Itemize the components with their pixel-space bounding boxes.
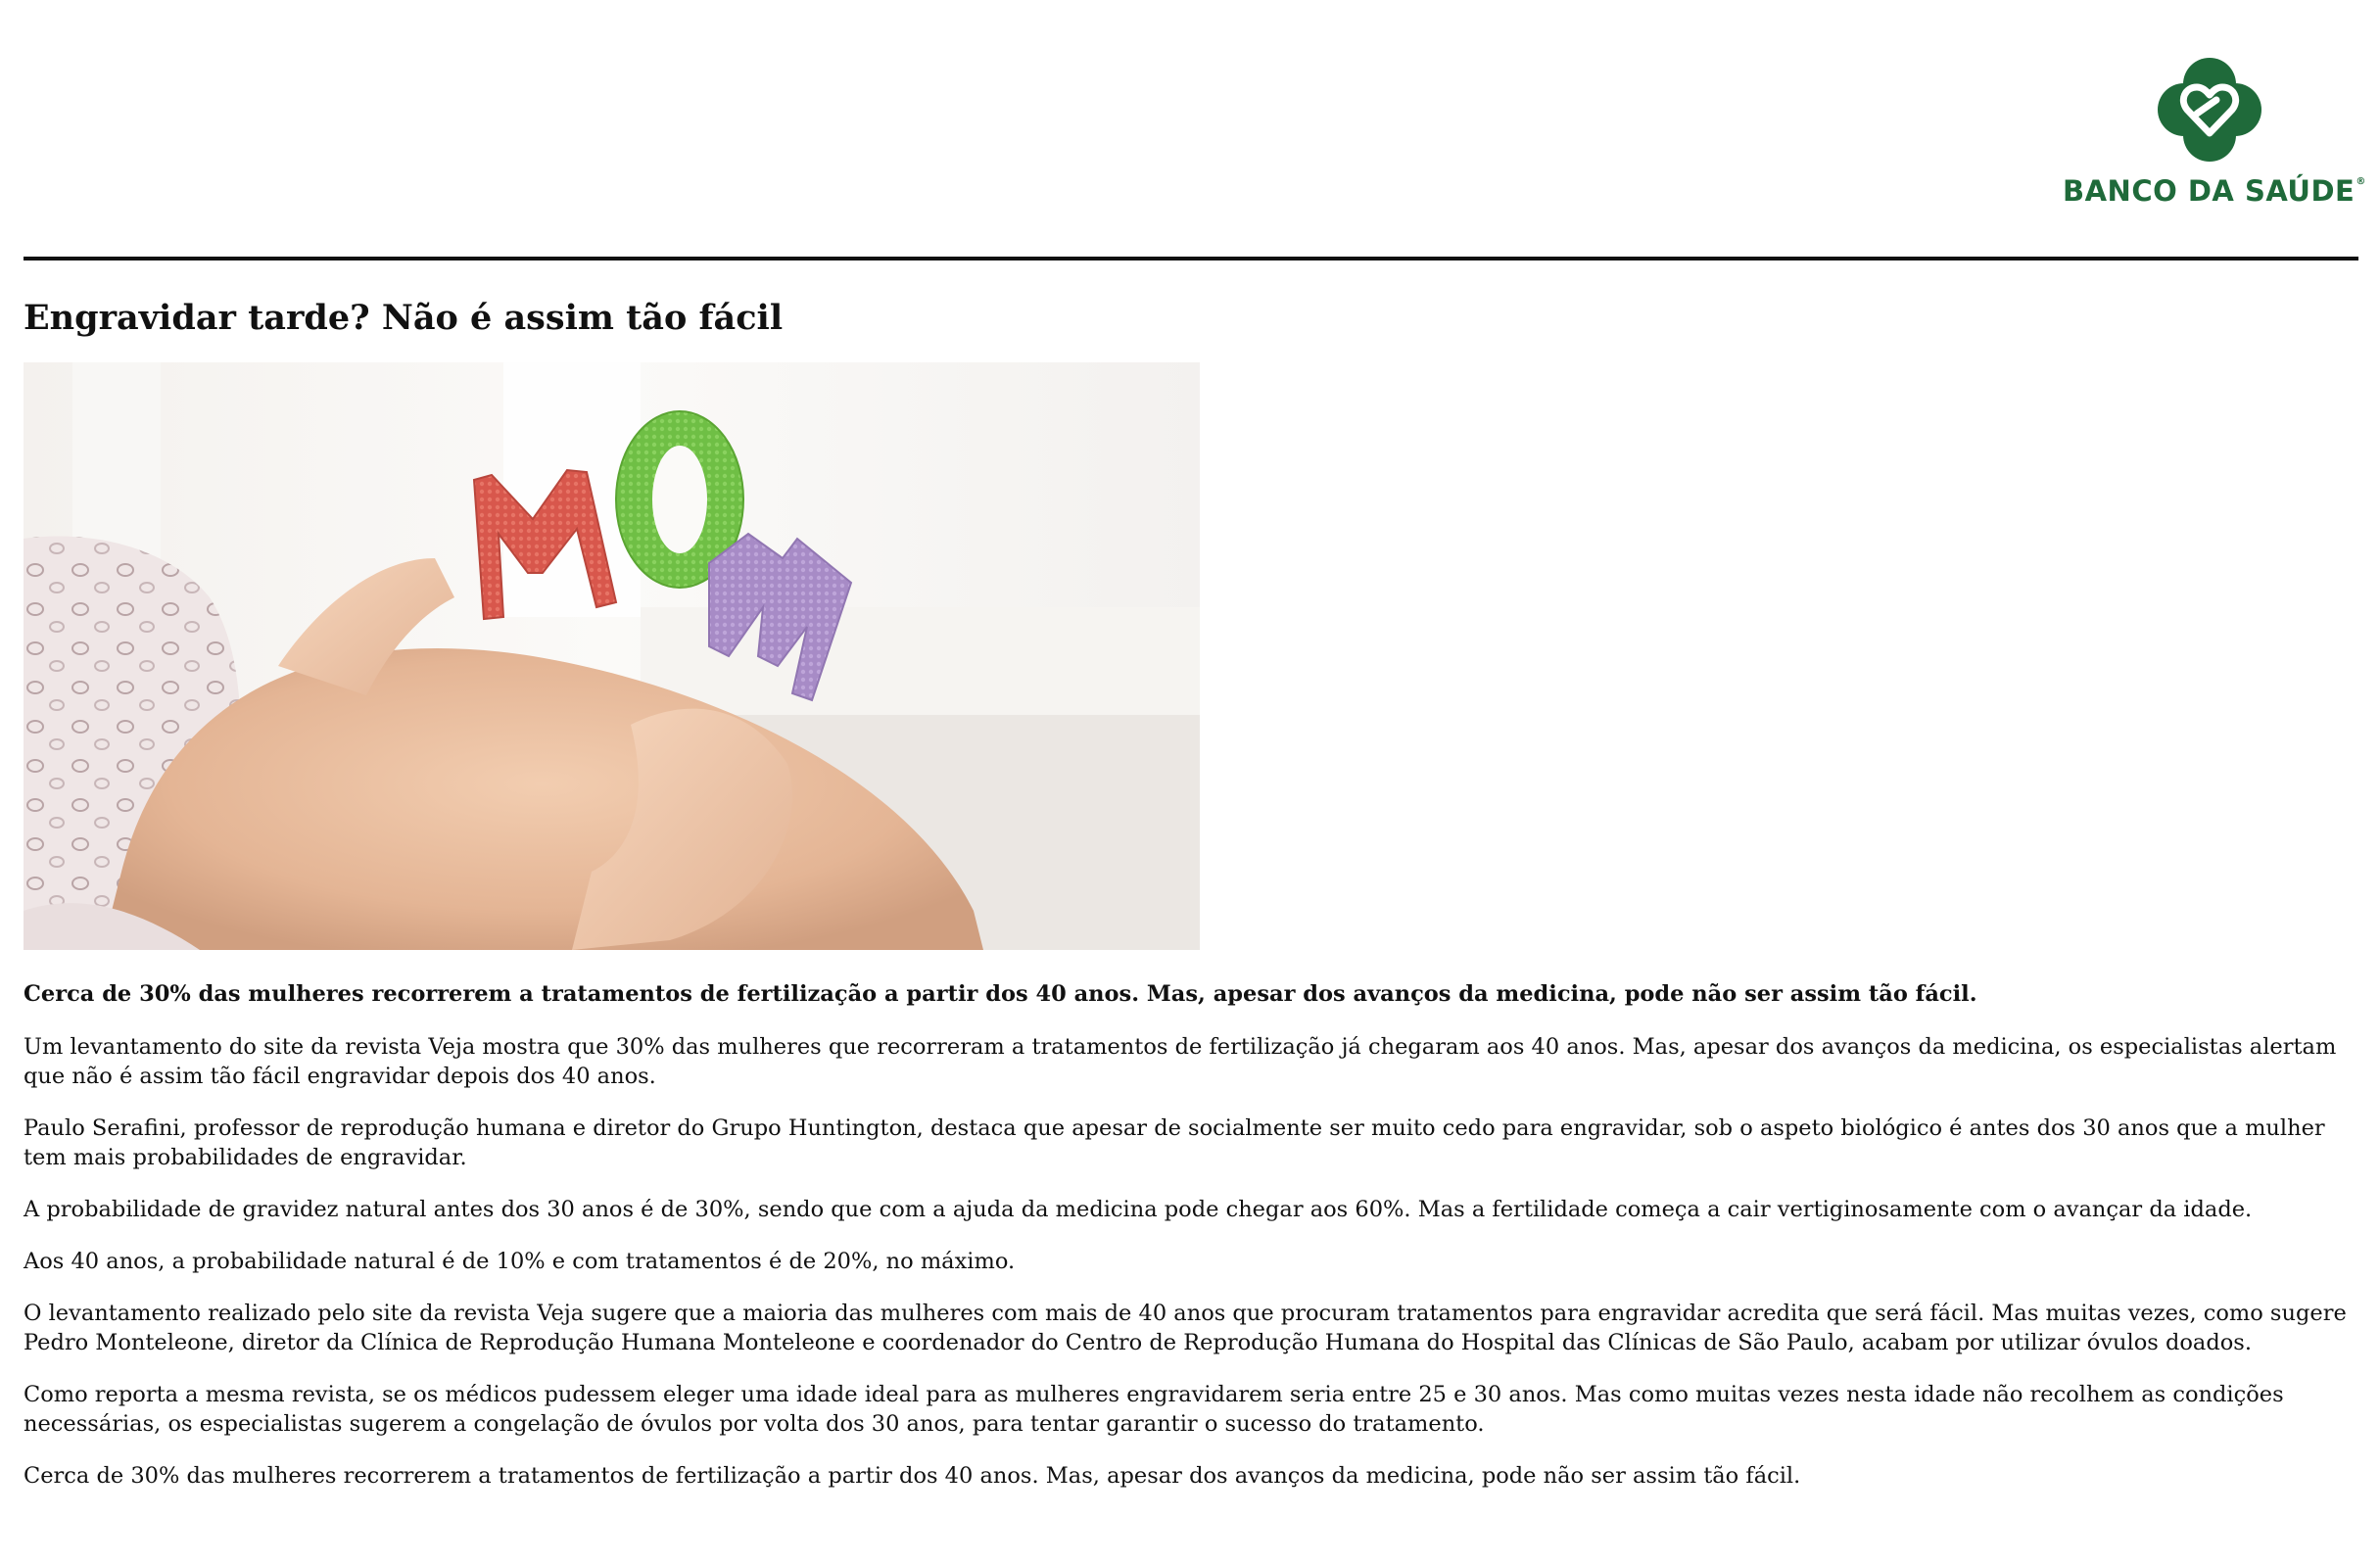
article-paragraph: Paulo Serafini, professor de reprodução humana e diretor do Grupo Huntington, destaca que apesar de socialmente ser muito cedo para engravidar, sob o aspeto biológico é antes dos 30 anos que a mulher tem mais probabilidades de engravidar. [24, 1115, 2325, 1170]
registered-mark: ® [2356, 176, 2366, 187]
article [24, 298, 2358, 1513]
article-paragraph: A probabilidade de gravidez natural antes dos 30 anos é de 30%, sendo que com a ajuda da medicina pode chegar aos 60%. Mas a fertilidade começa a cair vertiginosamente com o avançar da idade. [24, 1197, 2253, 1222]
heart-clover-logo-icon [2155, 55, 2264, 165]
brand-logo[interactable] [2063, 55, 2366, 208]
article-title: Engravidar tarde? Não é assim tão fácil [24, 298, 784, 338]
header-divider [24, 257, 2358, 261]
article-lead: Cerca de 30% das mulheres recorrerem a tratamentos de fertilização a partir dos 40 anos. Mas, apesar dos avanços da medicina, pode não ser assim tão fácil. [24, 981, 1977, 1007]
article-paragraph: Aos 40 anos, a probabilidade natural é de 10% e com tratamentos é de 20%, no máximo. [24, 1249, 1016, 1274]
article-paragraph: O levantamento realizado pelo site da revista Veja sugere que a maioria das mulheres com mais de 40 anos que procuram tratamentos para engravidar acredita que será fácil. Mas muitas vezes, como sugere Pedro Monteleone, diretor da Clínica de Reprodução Humana Monteleone e coordenador do Centro de Reprodução Humana do Hospital das Clínicas de São Paulo, acabam por utilizar óvulos doados. [24, 1301, 2347, 1355]
page-header [0, 0, 2380, 261]
brand-name: BANCO DA SAÚDE® [2063, 174, 2366, 208]
article-paragraph: Como reporta a mesma revista, se os médicos pudessem eleger uma idade ideal para as mulheres engravidarem seria entre 25 e 30 anos. Mas como muitas vezes nesta idade não recolhem as condições necessárias, os especialistas sugerem a congelação de óvulos por volta dos 30 anos, para tentar garantir o sucesso do tratamento. [24, 1382, 2284, 1437]
article-hero-image [24, 362, 1200, 950]
article-paragraph: Um levantamento do site da revista Veja mostra que 30% das mulheres que recorreram a tratamentos de fertilização já chegaram aos 40 anos. Mas, apesar dos avanços da medicina, os especialistas alertam que não é assim tão fácil engravidar depois dos 40 anos. [24, 1034, 2337, 1089]
article-paragraph: Cerca de 30% das mulheres recorrerem a tratamentos de fertilização a partir dos 40 anos. Mas, apesar dos avanços da medicina, pode não ser assim tão fácil. [24, 1463, 1801, 1489]
